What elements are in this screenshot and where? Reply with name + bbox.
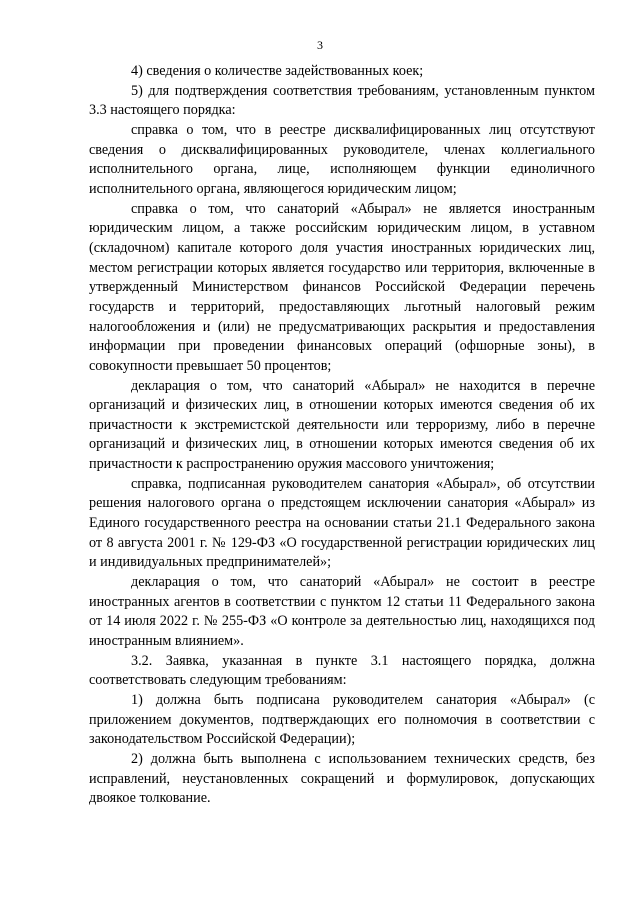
paragraph-item-5-requirements: 5) для подтверждения соответствия требованиям, установленным пунктом 3.3 настоящего порядка: xyxy=(89,82,595,119)
paragraph-extremism-declaration: декларация о том, что санаторий «Абырал» не находится в перечне организаций и физических лиц, в отношении которых имеются сведения об их причастности к экстремистской деятельности или терроризму, либо в перечне организаций и физических лиц, в отношении которых имеются сведения об их причастности к распространению оружия массового уничтожения; xyxy=(89,377,595,473)
paragraph-requirement-2-technical-means: 2) должна быть выполнена с использованием технических средств, без исправлений, неустановленных сокращений и формулировок, допускающих двоякое толкование. xyxy=(89,750,595,807)
paragraph-foreign-agents-declaration: декларация о том, что санаторий «Абырал» не состоит в реестре иностранных агентов в соответствии с пунктом 12 статьи 11 Федерального закона от 14 июля 2022 г. № 255-ФЗ «О контроле за деятельностью лиц, находящихся под иностранным влиянием». xyxy=(89,574,595,650)
paragraph-requirement-1-signature: 1) должна быть подписана руководителем санатория «Абырал» (с приложением документов, подтверждающих его полномочия в соответствии с законодательством Российской Федерации); xyxy=(89,692,595,748)
paragraph-section-3-2: 3.2. Заявка, указанная в пункте 3.1 настоящего порядка, должна соответствовать следующим требованиям: xyxy=(89,652,595,689)
page-number: 3 xyxy=(317,38,323,52)
paragraph-item-4-bed-count: 4) сведения о количестве задействованных коек; xyxy=(131,63,424,79)
paragraph-disqualified-persons-certificate: справка о том, что в реестре дисквалифицированных лиц отсутствуют сведения о дисквалифицированных руководителе, членах коллегиального исполнительного органа, лице, исполняющем функции единоличного исполнительного органа, являющегося юридическим лицом; xyxy=(89,121,595,197)
paragraph-foreign-entity-certificate: справка о том, что санаторий «Абырал» не является иностранным юридическим лицом, а также российским юридическим лицом, в уставном (складочном) капитале которого доля участия иностранных юридических лиц, местом регистрации которых является государство или территория, включенные в утвержденный Министерством финансов Российской Федерации перечень государств и территорий, предоставляющих льготный налоговый режим налогообложения и (или) не предусматривающих раскрытия и предоставления информации при проведении финансовых операций (офшорные зоны), в совокупности превышает 50 процентов; xyxy=(89,200,595,374)
paragraph-tax-authority-certificate: справка, подписанная руководителем санатория «Абырал», об отсутствии решения налогового органа о предстоящем исключении санатория «Абырал» из Единого государственного реестра на основании статьи 21.1 Федерального закона от 8 августа 2001 г. № 129-ФЗ «О государственной регистрации юридических лиц и индивидуальных предпринимателей»; xyxy=(89,475,595,571)
document-body xyxy=(89,62,595,809)
